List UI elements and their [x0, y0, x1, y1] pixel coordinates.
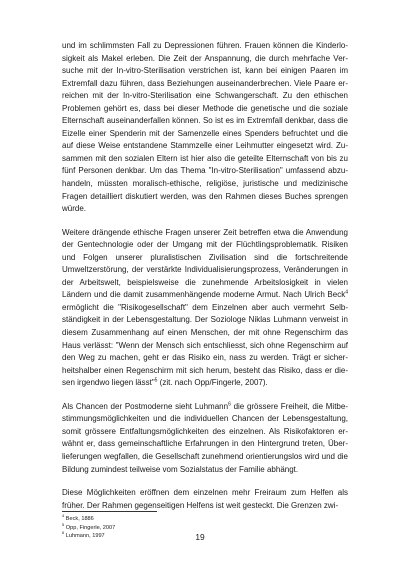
- footnote-text: Opp, Fingerle, 2007: [64, 524, 116, 531]
- footnote-number: 4: [62, 513, 65, 519]
- paragraph-text: (zit. nach Opp/Fingerle, 2007).: [157, 378, 268, 388]
- footnote-text: Beck, 1886: [64, 516, 94, 522]
- paragraph: [62, 401, 348, 476]
- paragraph-text: Diese Möglichkeiten eröffnen dem einzelnen mehr Freiraum zum Helfen als früher. Der Rahmen gegenseitigen Helfens ist weit gesteckt. Die Grenzen zwi-: [62, 488, 348, 510]
- paragraph-text: Als Chancen der Postmoderne sieht Luhmann: [62, 401, 229, 411]
- footnote-number: 6: [62, 530, 65, 536]
- paragraph: [62, 40, 348, 216]
- paragraph-text: und im schlimmsten Fall zu Depressionen führen. Frauen können die Kinderlosigkeit als Makel erleben. Die Zeit der Anspannung, die durch mehrfache Versuche mit der In-vitro-Sterilisation verstrichen ist, kann bei einigen Paaren im Extremfall dazu führen, dass Beziehungen auseinanderbrechen. Viele Paare erreichen mit der In-vitro-Sterilisation eine Schwangerschaft. Zu den ethischen Problemen gehört es, dass bei dieser Methode die genetische und die soziale Elternschaft auseinanderfallen können. So ist es im Extremfall denkbar, dass die Eizelle einer Spenderin mit der Samenzelle eines Spenders befruchtet und die auf diese Weise entstandene Stammzelle einer Leihmutter eingesetzt wird. Zusammen mit den sozialen Eltern ist hier also die geteilte Elternschaft von bis zu fünf Personen denkbar. Um das Thema "In-vitro-Sterilisation" umfassend abzuhandeln, müssten moralisch-ethische, religiöse, juristische und medizinische Fragen detailliert diskutiert werden, was den Rahmen dieses Buches sprengen würde.: [62, 41, 348, 214]
- footnote-reference: 5: [154, 377, 158, 384]
- footnote: [62, 515, 348, 524]
- paragraph: [62, 227, 348, 390]
- footnote-reference: 4: [345, 289, 348, 296]
- footnote-separator: [62, 511, 157, 512]
- footnote-text: Luhmann, 1997: [64, 533, 105, 540]
- paragraph-text: ermöglicht die "Risikogesellschaft" dem Einzelnen aber auch vermehrt Selbständigkeit in der Lebensgestaltung. Der Soziologe Niklas Luhmann verweist in diesem Zusammenhang auf einen Menschen, der mit ohne Regenschirm das Haus verlässt: "Wenn der Mensch sich entschliesst, sich ohne Regenschirm auf den Weg zu machen, geht er das Risiko ein, nass zu werden. Trägt er sicherheitshalber einen Regenschirm mit sich herum, besteht das Risiko, dass er diesen irgendwo liegen lässt": [62, 302, 348, 388]
- footnote: [62, 521, 348, 536]
- page-number: 19: [195, 532, 205, 542]
- footnote-reference: 6: [228, 401, 231, 408]
- paragraph: [62, 487, 348, 512]
- footnote-number: 5: [62, 521, 65, 527]
- paragraph-text: die grössere Freiheit, die Mitbestimmungsmöglichkeiten und die individuellen Chancen der Lebensgestaltung, somit grössere Entfaltungsmöglichkeiten des einzelnen. Als Risikofaktoren erwähnt er, dass gemeinschaftliche Erfahrungen in den Hintergrund treten, Überlieferungen wegfallen, die Gesellschaft zunehmend orientierungslos wird und die Bildung zumindest teilweise vom Sozialstatus der Familie abhängt.: [62, 401, 348, 474]
- body-text: [62, 40, 348, 523]
- paragraph-text: Weitere drängende ethische Fragen unserer Zeit betreffen etwa die Anwendung der Gentechnologie oder der Umgang mit der Flüchtlingsproblematik. Risiken und Folgen unserer pluralistischen Zivilisation sind die fortschreitende Umweltzerstörung, der verstärkte Individualisierungsprozess, Veränderungen in der Arbeitswelt, beispielsweise die zunehmende Arbeitslosigkeit in vielen Ländern und die damit zusammenhängende moderne Armut. Nach Ulrich Beck: [62, 227, 348, 300]
